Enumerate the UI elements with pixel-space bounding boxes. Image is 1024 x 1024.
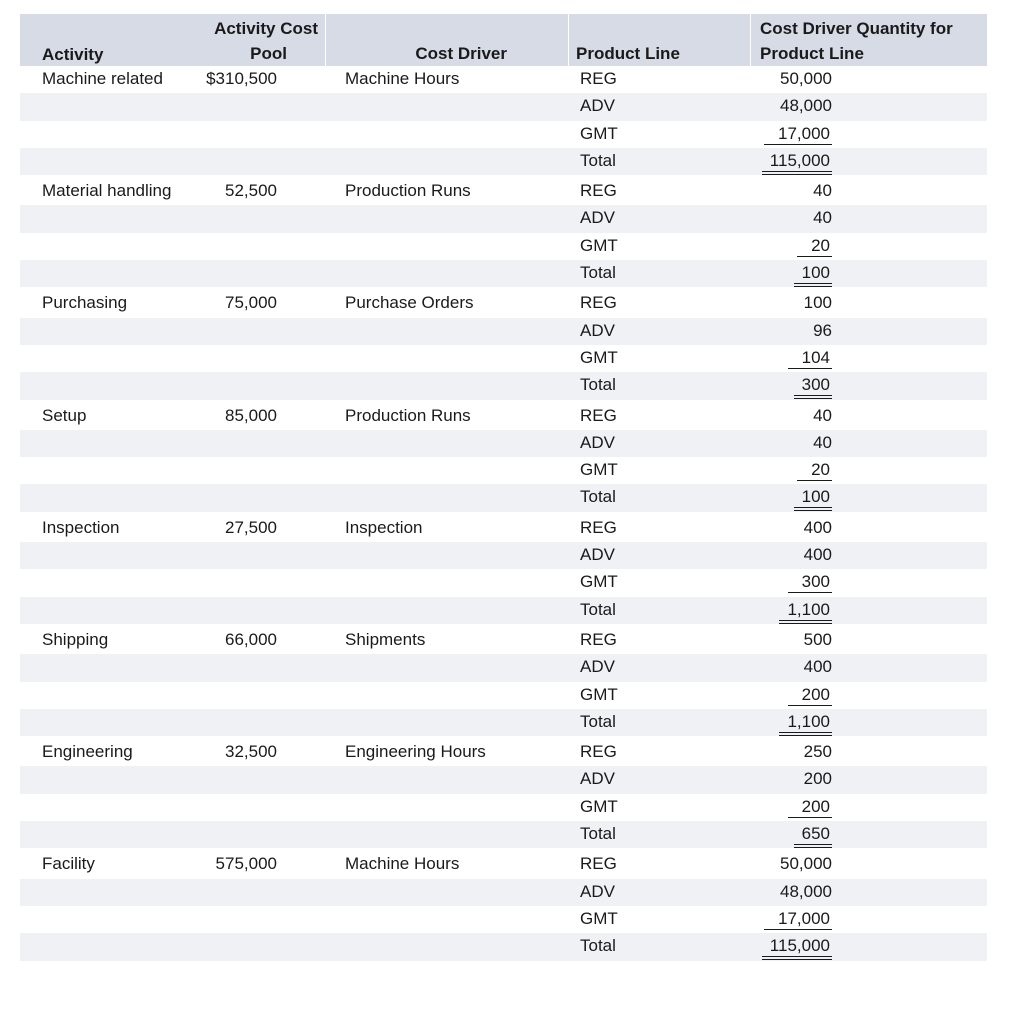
cost-driver: Inspection xyxy=(345,517,423,537)
cost-driver: Production Runs xyxy=(345,405,471,425)
product-line: ADV xyxy=(580,545,615,565)
quantity-value: 17,000 xyxy=(764,124,832,145)
cost-driver: Shipments xyxy=(345,629,426,649)
product-line: ADV xyxy=(580,657,615,677)
quantity-value: 50,000 xyxy=(780,69,832,88)
product-line: GMT xyxy=(580,684,618,704)
quantity-value: 20 xyxy=(797,236,832,257)
quantity-value: 96 xyxy=(813,320,832,340)
quantity-value: 200 xyxy=(788,685,832,706)
header-cost-driver: Cost Driver xyxy=(415,44,507,63)
activity-cost-pool: $310,500 xyxy=(206,69,277,88)
activity-name: Setup xyxy=(42,405,87,425)
product-line: REG xyxy=(580,854,617,874)
product-line: GMT xyxy=(580,235,618,255)
header-separator xyxy=(750,14,751,66)
table-row xyxy=(20,569,987,596)
table-row xyxy=(20,403,987,430)
product-line: REG xyxy=(580,405,617,425)
header-separator xyxy=(325,14,326,66)
table-row xyxy=(20,318,987,345)
header-product-line: Product Line xyxy=(576,44,680,63)
table-row xyxy=(20,121,987,148)
quantity-value: 200 xyxy=(803,769,832,789)
product-line: ADV xyxy=(580,432,615,452)
quantity-value: 250 xyxy=(803,742,832,762)
quantity-total: 100 xyxy=(794,487,832,511)
table-row xyxy=(20,682,987,709)
product-line: REG xyxy=(580,629,617,649)
product-line: REG xyxy=(580,69,617,88)
quantity-total: 650 xyxy=(794,824,832,848)
table-row xyxy=(20,739,987,766)
table-body xyxy=(20,66,987,961)
table-row xyxy=(20,766,987,793)
product-line: Total xyxy=(580,263,616,283)
product-line: Total xyxy=(580,487,616,507)
activity-name: Facility xyxy=(42,854,95,874)
header-pool-line2: Pool xyxy=(250,44,287,63)
activity-cost-pool: 32,500 xyxy=(225,742,277,762)
header-pool-line1: Activity Cost xyxy=(214,19,318,38)
activity-cost-pool: 27,500 xyxy=(225,517,277,537)
table-row xyxy=(20,484,987,511)
product-line: ADV xyxy=(580,881,615,901)
product-line: ADV xyxy=(580,208,615,228)
quantity-value: 300 xyxy=(788,572,832,593)
quantity-total: 1,100 xyxy=(779,712,832,736)
quantity-total: 1,100 xyxy=(779,600,832,624)
table-row xyxy=(20,457,987,484)
header-activity: Activity xyxy=(42,45,104,64)
table-row xyxy=(20,709,987,736)
table-row xyxy=(20,205,987,232)
table-row xyxy=(20,933,987,960)
quantity-value: 200 xyxy=(788,797,832,818)
table-row xyxy=(20,345,987,372)
activity-name: Engineering xyxy=(42,742,133,762)
product-line: REG xyxy=(580,742,617,762)
quantity-value: 40 xyxy=(813,405,832,425)
activity-cost-pool: 85,000 xyxy=(225,405,277,425)
table-row xyxy=(20,851,987,878)
product-line: ADV xyxy=(580,96,615,116)
header-qty-line1: Cost Driver Quantity for xyxy=(760,19,953,38)
product-line: GMT xyxy=(580,908,618,928)
table-row xyxy=(20,879,987,906)
quantity-value: 400 xyxy=(803,545,832,565)
product-line: Total xyxy=(580,711,616,731)
table-header xyxy=(20,14,987,66)
quantity-value: 400 xyxy=(803,517,832,537)
quantity-value: 100 xyxy=(803,293,832,313)
quantity-total: 300 xyxy=(794,375,832,399)
activity-name: Purchasing xyxy=(42,293,128,313)
table-row xyxy=(20,794,987,821)
quantity-value: 20 xyxy=(797,460,832,481)
quantity-value: 40 xyxy=(813,432,832,452)
table-row xyxy=(20,148,987,175)
quantity-value: 40 xyxy=(813,181,832,201)
table-row xyxy=(20,627,987,654)
table-row xyxy=(20,260,987,287)
product-line: REG xyxy=(580,517,617,537)
quantity-value: 48,000 xyxy=(780,96,832,116)
quantity-value: 104 xyxy=(788,348,832,369)
product-line: ADV xyxy=(580,769,615,789)
cost-table xyxy=(20,14,987,961)
activity-cost-pool: 52,500 xyxy=(225,181,277,201)
quantity-value: 50,000 xyxy=(780,854,832,874)
activity-cost-pool: 75,000 xyxy=(225,293,277,313)
cost-driver: Machine Hours xyxy=(345,69,460,88)
product-line: ADV xyxy=(580,320,615,340)
table-row xyxy=(20,597,987,624)
product-line: GMT xyxy=(580,572,618,592)
cost-driver: Engineering Hours xyxy=(345,742,486,762)
product-line: GMT xyxy=(580,347,618,367)
activity-cost-pool: 575,000 xyxy=(215,854,277,874)
quantity-value: 48,000 xyxy=(780,881,832,901)
cost-driver: Machine Hours xyxy=(345,854,460,874)
table-row xyxy=(20,515,987,542)
quantity-total: 115,000 xyxy=(762,151,832,175)
quantity-total: 100 xyxy=(794,263,832,287)
product-line: Total xyxy=(580,936,616,956)
table-row xyxy=(20,430,987,457)
product-line: REG xyxy=(580,293,617,313)
product-line: GMT xyxy=(580,796,618,816)
product-line: Total xyxy=(580,150,616,170)
table-row xyxy=(20,542,987,569)
table-row xyxy=(20,66,987,93)
table-row xyxy=(20,93,987,120)
table-row xyxy=(20,372,987,399)
activity-name: Machine related xyxy=(42,69,163,88)
table-row xyxy=(20,906,987,933)
quantity-value: 40 xyxy=(813,208,832,228)
cost-driver: Production Runs xyxy=(345,181,471,201)
table-row xyxy=(20,290,987,317)
quantity-total: 115,000 xyxy=(762,936,832,960)
product-line: Total xyxy=(580,375,616,395)
table-row xyxy=(20,821,987,848)
activity-name: Inspection xyxy=(42,517,120,537)
activity-name: Material handling xyxy=(42,181,172,201)
header-qty-line2: Product Line xyxy=(760,44,864,63)
activity-name: Shipping xyxy=(42,629,109,649)
product-line: GMT xyxy=(580,123,618,143)
activity-cost-pool: 66,000 xyxy=(225,629,277,649)
product-line: GMT xyxy=(580,460,618,480)
cost-driver: Purchase Orders xyxy=(345,293,474,313)
quantity-value: 400 xyxy=(803,657,832,677)
table-row xyxy=(20,178,987,205)
table-row xyxy=(20,654,987,681)
product-line: REG xyxy=(580,181,617,201)
quantity-value: 500 xyxy=(803,629,832,649)
product-line: Total xyxy=(580,824,616,844)
table-row xyxy=(20,233,987,260)
product-line: Total xyxy=(580,599,616,619)
quantity-value: 17,000 xyxy=(764,909,832,930)
header-separator xyxy=(568,14,569,66)
